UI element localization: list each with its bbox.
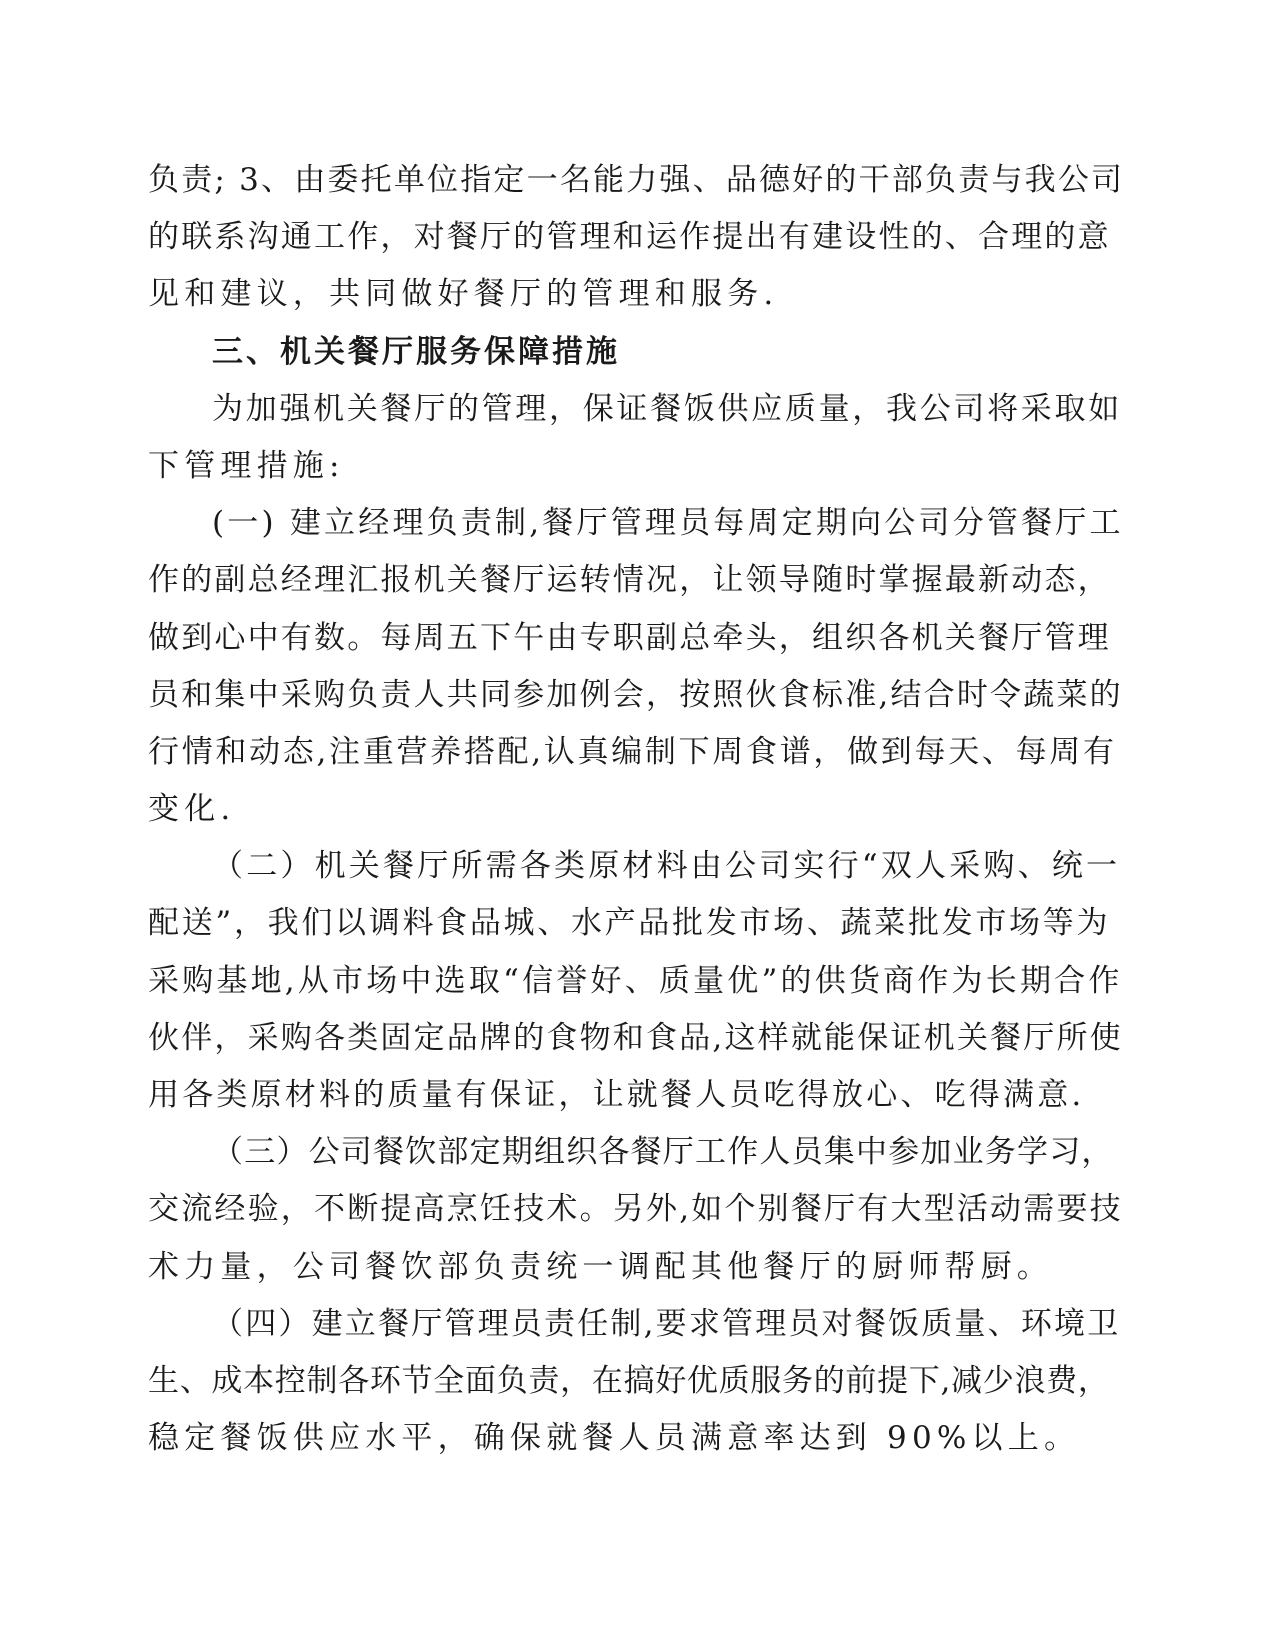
text-line: （二）机关餐厅所需各类原材料由公司实行“双人采购、统一 bbox=[212, 848, 1121, 885]
text-line: 员和集中采购负责人共同参加例会，按照伙食标准,结合时令蔬菜的 bbox=[148, 676, 1123, 713]
text-line: 负责; 3、由委托单位指定一名能力强、品德好的干部负责与我公司 bbox=[148, 162, 1125, 198]
text-line: 采购基地,从市场中选取“信誉好、质量优”的供货商作为长期合作 bbox=[148, 962, 1123, 999]
text-line: 术力量，公司餐饮部负责统一调配其他餐厅的厨师帮厨。 bbox=[148, 1248, 1053, 1285]
text-line: 变化. bbox=[148, 791, 236, 828]
text-line: (一) 建立经理负责制,餐厅管理员每周定期向公司分管餐厅工 bbox=[212, 505, 1124, 542]
text-line: 见和建议，共同做好餐厅的管理和服务. bbox=[148, 276, 779, 313]
text-line: （四）建立餐厅管理员责任制,要求管理员对餐饭质量、环境卫 bbox=[212, 1305, 1121, 1342]
text-line: 伙伴，采购各类固定品牌的食物和食品,这样就能保证机关餐厅所使 bbox=[148, 1019, 1123, 1056]
text-line: 行情和动态,注重营养搭配,认真编制下周食谱，做到每天、每周有 bbox=[148, 733, 1117, 770]
text-line: 交流经验，不断提高烹饪技术。另外,如个别餐厅有大型活动需要技 bbox=[148, 1191, 1123, 1228]
text-line: 生、成本控制各环节全面负责，在搞好优质服务的前提下,减少浪费， bbox=[148, 1362, 1110, 1399]
text-line: 做到心中有数。每周五下午由专职副总牵头，组织各机关餐厅管理 bbox=[148, 619, 1111, 656]
text-line: 下管理措施: bbox=[148, 447, 345, 484]
text-line: 作的副总经理汇报机关餐厅运转情况，让领导随时掌握最新动态， bbox=[148, 562, 1111, 599]
text-line: （三）公司餐饮部定期组织各餐厅工作人员集中参加业务学习， bbox=[212, 1134, 1114, 1171]
text-line: 用各类原材料的质量有保证，让就餐人员吃得放心、吃得满意. bbox=[148, 1077, 1085, 1113]
document-body bbox=[148, 152, 1124, 1467]
text-line: 的联系沟通工作，对餐厅的管理和运作提出有建设性的、合理的意 bbox=[148, 219, 1111, 256]
section-heading: 三、机关餐厅服务保障措施 bbox=[212, 333, 620, 370]
text-line: 稳定餐饭供应水平，确保就餐人员满意率达到 90%以上。 bbox=[148, 1420, 1081, 1457]
text-line: 配送”，我们以调料食品城、水产品批发市场、蔬菜批发市场等为 bbox=[148, 905, 1111, 942]
text-line: 为加强机关餐厅的管理，保证餐饭供应质量，我公司将采取如 bbox=[212, 390, 1122, 427]
